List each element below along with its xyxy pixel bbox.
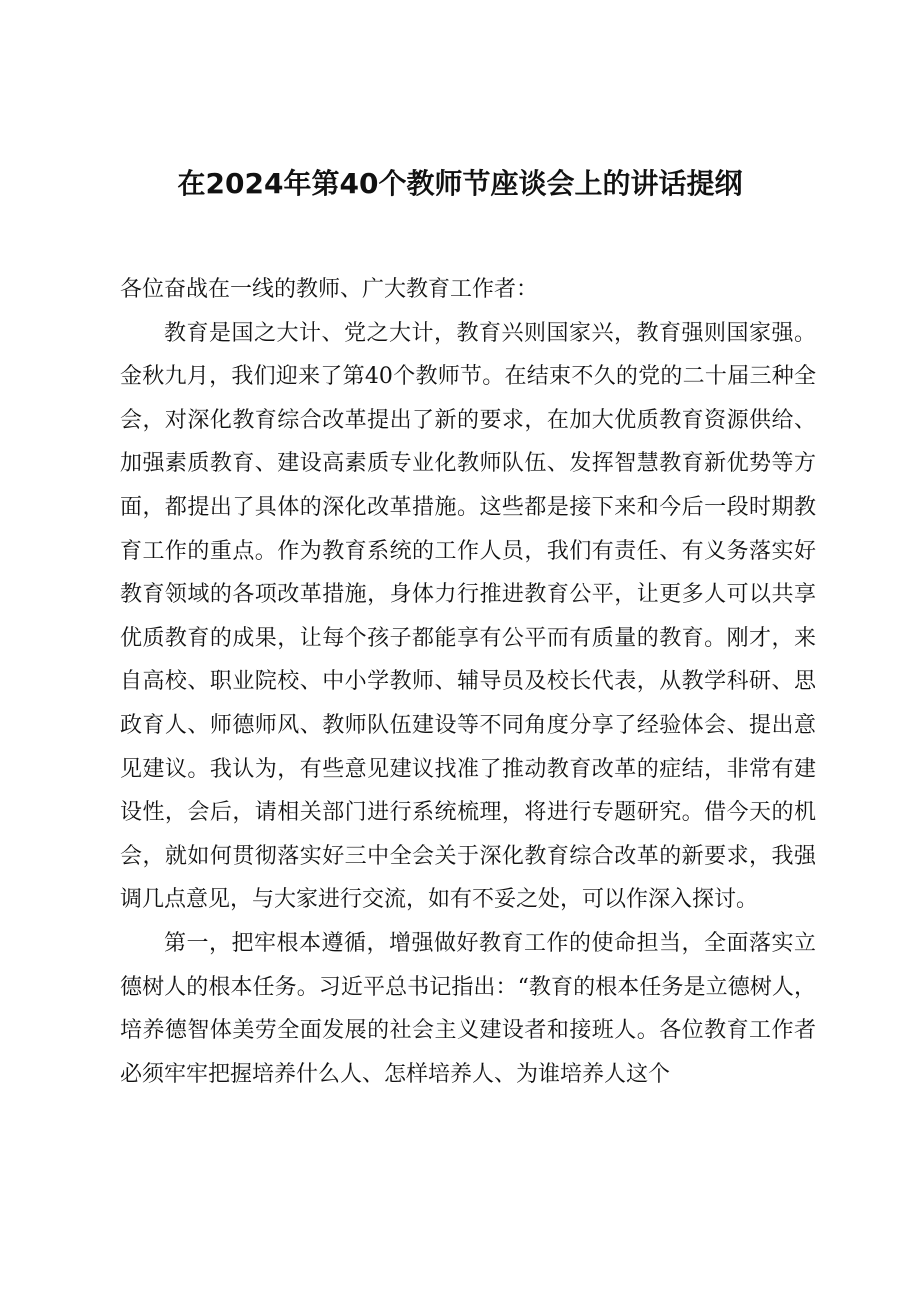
document-title: 在2024年第40个教师节座谈会上的讲话提纲 — [177, 167, 743, 200]
document-body — [120, 268, 816, 1096]
salutation: 各位奋战在一线的教师、广大教育工作者： — [120, 277, 539, 302]
paragraph-intro: 教育是国之大计、党之大计，教育兴则国家兴，教育强则国家强。金秋九月，我们迎来了第40个教师节。在结束不久的党的二十届三种全会，对深化教育综合改革提出了新的要求，在加大优质教育资源供给、加强素质教育、建设高素质专业化教师队伍、发挥智慧教育新优势等方面，都提出了具体的深化改革措施。这些都是接下来和今后一段时期教育工作的重点。作为教育系统的工作人员，我们有责任、有义务落实好教育领域的各项改革措施，身体力行推进教育公平，让更多人可以共享优质教育的成果，让每个孩子都能享有公平而有质量的教育。刚才，来自高校、职业院校、中小学教师、辅导员及校长代表，从教学科研、思政育人、师德师风、教师队伍建设等不同角度分享了经验体会、提出意见建议。我认为，有些意见建议找准了推动教育改革的症结，非常有建设性，会后，请相关部门进行系统梳理，将进行专题研究。借今天的机会，就如何贯彻落实好三中全会关于深化教育综合改革的新要求，我强调几点意见，与大家进行交流，如有不妥之处，可以作深入探讨。 — [120, 320, 816, 913]
paragraph-first-point: 第一，把牢根本遵循，增强做好教育工作的使命担当，全面落实立德树人的根本任务。习近平总书记指出：“教育的根本任务是立德树人，培养德智体美劳全面发展的社会主义建设者和接班人。各位教育工作者必须牢牢把握培养什么人、怎样培养人、为谁培养人这个 — [120, 930, 816, 1087]
